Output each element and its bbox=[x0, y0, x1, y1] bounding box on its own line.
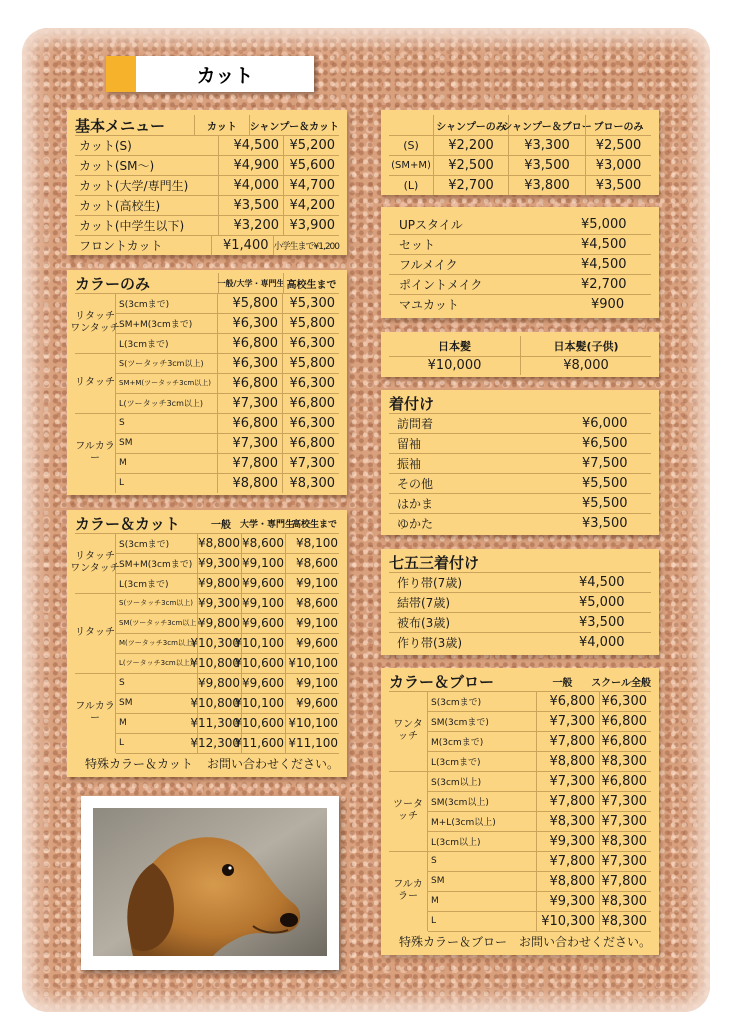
price: ¥6,800 bbox=[599, 731, 651, 751]
price: ¥11,100 bbox=[285, 733, 339, 753]
price: ¥3,900 bbox=[283, 215, 339, 235]
price: ¥10,600 bbox=[241, 653, 285, 673]
color-only-header bbox=[75, 273, 339, 294]
group-label: リタッチ bbox=[75, 353, 116, 413]
price: ¥7,800 bbox=[536, 731, 599, 751]
price: ¥8,300 bbox=[536, 811, 599, 831]
price: ¥5,300 bbox=[282, 293, 339, 313]
price: ¥9,600 bbox=[241, 573, 285, 593]
dog-photo bbox=[93, 808, 327, 956]
sub-label: SM(3cmまで) bbox=[431, 717, 489, 728]
color-blow-panel bbox=[381, 668, 659, 955]
group-label: フルカラー bbox=[75, 673, 116, 753]
price: ¥3,500 bbox=[218, 195, 283, 215]
price: ¥9,100 bbox=[241, 553, 285, 573]
price: ¥3,500 bbox=[585, 175, 651, 195]
group-label: リタッチ ワンタッチ bbox=[75, 533, 116, 593]
menu-label: ゆかた bbox=[397, 516, 434, 531]
price: ¥7,800 bbox=[536, 851, 599, 871]
table-row bbox=[428, 871, 651, 892]
sub-label: L bbox=[431, 916, 437, 926]
price: ¥6,300 bbox=[217, 353, 282, 373]
table-row bbox=[389, 175, 651, 195]
price: ¥4,500 bbox=[581, 256, 627, 272]
menu-label: 留袖 bbox=[397, 436, 422, 451]
title-accent-bar bbox=[106, 56, 136, 92]
table-row bbox=[116, 453, 339, 474]
price: ¥5,800 bbox=[282, 353, 339, 373]
sub-label: SM(3cm以上) bbox=[431, 797, 489, 808]
sub-label: S(3cm以上) bbox=[431, 777, 482, 788]
price: ¥6,300 bbox=[217, 313, 282, 333]
menu-label: マユカット bbox=[399, 297, 459, 312]
table-row bbox=[116, 353, 339, 374]
photo-frame bbox=[81, 796, 339, 970]
price: ¥8,000 bbox=[520, 355, 651, 375]
basic-menu-panel bbox=[67, 110, 347, 255]
color-cut-header bbox=[75, 513, 339, 534]
table-row bbox=[389, 274, 651, 295]
sub-label: S(3cmまで) bbox=[119, 299, 170, 310]
price: ¥3,200 bbox=[218, 215, 283, 235]
price: ¥7,800 bbox=[536, 791, 599, 811]
price: ¥10,100 bbox=[285, 713, 339, 733]
table-row bbox=[389, 493, 651, 514]
price: ¥5,000 bbox=[581, 216, 627, 232]
price: ¥8,100 bbox=[285, 533, 339, 553]
price: ¥5,500 bbox=[582, 475, 628, 491]
menu-label: カット(大学/専門生) bbox=[79, 178, 189, 193]
price: ¥4,500 bbox=[218, 135, 283, 155]
col-header-nihongami-child: 日本髪(子供) bbox=[520, 336, 651, 356]
table-row bbox=[428, 911, 651, 932]
table-row bbox=[116, 693, 339, 714]
price: ¥2,200 bbox=[433, 135, 508, 155]
color-blow-title: カラー＆ブロー bbox=[389, 672, 495, 691]
price: ¥9,100 bbox=[285, 573, 339, 593]
price: ¥9,100 bbox=[285, 613, 339, 633]
price: ¥6,800 bbox=[536, 691, 599, 711]
price: ¥7,800 bbox=[217, 453, 282, 473]
price: ¥3,800 bbox=[508, 175, 585, 195]
price: ¥6,800 bbox=[282, 433, 339, 453]
col-header-highschool: 高校生まで bbox=[283, 273, 339, 293]
price: ¥10,300 bbox=[197, 633, 241, 653]
price: ¥9,300 bbox=[536, 891, 599, 911]
sub-label: S bbox=[431, 856, 437, 866]
price: ¥9,600 bbox=[285, 693, 339, 713]
table-row bbox=[389, 473, 651, 494]
table-row bbox=[389, 592, 651, 613]
price: ¥4,900 bbox=[218, 155, 283, 175]
sub-label: L(ツータッチ3cm以上) bbox=[119, 659, 193, 667]
table-row bbox=[389, 433, 651, 454]
sub-label: SM+M(3cmまで) bbox=[119, 559, 193, 570]
table-row bbox=[116, 593, 339, 614]
table-row bbox=[116, 533, 339, 554]
sub-label: M bbox=[431, 896, 439, 906]
price: ¥3,000 bbox=[585, 155, 651, 175]
price: ¥3,500 bbox=[579, 614, 625, 630]
price: ¥2,700 bbox=[433, 175, 508, 195]
menu-label: カット(S) bbox=[79, 138, 132, 153]
table-row bbox=[116, 333, 339, 353]
basic-menu-header bbox=[75, 115, 339, 136]
price: ¥7,500 bbox=[582, 455, 628, 471]
price: ¥4,700 bbox=[283, 175, 339, 195]
table-row bbox=[116, 553, 339, 574]
price: ¥5,200 bbox=[283, 135, 339, 155]
col-header-blow-only: ブローのみ bbox=[585, 115, 651, 135]
price: ¥8,800 bbox=[217, 473, 282, 493]
group-label: リタッチ bbox=[75, 593, 116, 673]
table-row bbox=[116, 733, 339, 754]
price: ¥4,500 bbox=[581, 236, 627, 252]
shichigosan-title: 七五三着付け bbox=[389, 553, 480, 572]
page-title: カット bbox=[196, 64, 254, 87]
table-row bbox=[389, 254, 651, 275]
sub-label: L bbox=[119, 738, 125, 748]
price: ¥6,800 bbox=[599, 771, 651, 791]
col-header-highschool: 高校生まで bbox=[291, 519, 337, 530]
col-header-general: 一般 bbox=[552, 677, 573, 689]
menu-label: セット bbox=[399, 237, 436, 252]
sub-label: L bbox=[119, 478, 125, 488]
basic-menu-title: 基本メニュー bbox=[75, 116, 166, 135]
price: ¥9,800 bbox=[197, 573, 241, 593]
price: ¥10,600 bbox=[241, 713, 285, 733]
size-label: (S) bbox=[403, 138, 419, 152]
table-row bbox=[116, 673, 339, 694]
price: ¥6,800 bbox=[599, 711, 651, 731]
table-row bbox=[389, 513, 651, 533]
price: ¥11,300 bbox=[197, 713, 241, 733]
price: ¥8,800 bbox=[536, 871, 599, 891]
price: ¥9,800 bbox=[197, 673, 241, 693]
group-label: フルカラー bbox=[389, 851, 428, 931]
price: ¥9,300 bbox=[197, 553, 241, 573]
table-row bbox=[116, 293, 339, 314]
price: ¥10,100 bbox=[285, 653, 339, 673]
price: ¥6,800 bbox=[217, 413, 282, 433]
special-row bbox=[389, 931, 651, 951]
sub-label: SM+M(3cmまで) bbox=[119, 319, 193, 330]
sub-label: SM bbox=[119, 438, 133, 448]
table-row bbox=[116, 713, 339, 734]
price: ¥9,600 bbox=[241, 673, 285, 693]
table-row bbox=[389, 135, 651, 156]
menu-label: カット(高校生) bbox=[79, 198, 161, 213]
menu-label: UPスタイル bbox=[399, 217, 463, 232]
color-only-title: カラーのみ bbox=[75, 274, 151, 293]
menu-label: 作り帯(7歳) bbox=[397, 575, 462, 590]
col-header-general: 一般/大学・専門生 bbox=[218, 273, 283, 293]
price: ¥7,300 bbox=[217, 393, 282, 413]
table-row bbox=[116, 373, 339, 394]
table-row bbox=[116, 433, 339, 454]
table-row bbox=[428, 711, 651, 732]
table-row bbox=[428, 771, 651, 792]
price: ¥9,300 bbox=[536, 831, 599, 851]
price-note: 小学生まで¥1,200 bbox=[273, 235, 340, 255]
col-header-shampoo-only: シャンプーのみ bbox=[433, 115, 508, 135]
col-header-general: 一般 bbox=[211, 519, 231, 531]
sub-label: SM bbox=[119, 698, 133, 708]
price: ¥10,100 bbox=[241, 693, 285, 713]
sub-label: M(3cmまで) bbox=[431, 737, 484, 748]
table-row bbox=[428, 751, 651, 771]
price: ¥4,000 bbox=[579, 634, 625, 650]
price: ¥4,000 bbox=[218, 175, 283, 195]
price: ¥4,500 bbox=[579, 574, 625, 590]
price: ¥5,800 bbox=[217, 293, 282, 313]
price: ¥5,500 bbox=[582, 495, 628, 511]
special-row bbox=[75, 753, 339, 773]
title-banner bbox=[106, 56, 314, 92]
price: ¥7,300 bbox=[599, 851, 651, 871]
table-row bbox=[389, 632, 651, 652]
table-row bbox=[389, 234, 651, 255]
color-only-panel bbox=[67, 270, 347, 495]
table-row bbox=[116, 633, 339, 654]
menu-label: その他 bbox=[397, 476, 434, 491]
menu-label: フルメイク bbox=[399, 257, 458, 272]
menu-label: 結帯(7歳) bbox=[397, 595, 450, 610]
table-row bbox=[389, 612, 651, 633]
price: ¥6,800 bbox=[282, 393, 339, 413]
table-row bbox=[428, 831, 651, 851]
price: ¥6,300 bbox=[282, 333, 339, 353]
sub-label: S(3cmまで) bbox=[431, 697, 482, 708]
price: ¥6,300 bbox=[282, 413, 339, 433]
price: ¥7,300 bbox=[599, 791, 651, 811]
price: ¥900 bbox=[591, 296, 625, 312]
price: ¥3,500 bbox=[508, 155, 585, 175]
price: ¥7,300 bbox=[217, 433, 282, 453]
price: ¥7,300 bbox=[599, 811, 651, 831]
menu-label: はかま bbox=[397, 496, 434, 511]
sub-label: S(ツータッチ3cm以上) bbox=[119, 599, 194, 607]
table-row bbox=[116, 613, 339, 634]
price: ¥11,600 bbox=[241, 733, 285, 753]
table-row bbox=[428, 691, 651, 712]
price: ¥8,600 bbox=[241, 533, 285, 553]
price: ¥10,000 bbox=[427, 357, 482, 373]
price: ¥9,800 bbox=[197, 613, 241, 633]
sub-label: M(ツータッチ3cm以上) bbox=[119, 639, 195, 647]
table-row bbox=[389, 572, 651, 593]
col-header-shampoo-blow: シャンプー＆ブロー bbox=[508, 115, 585, 135]
table-row bbox=[116, 313, 339, 334]
table-row bbox=[116, 413, 339, 434]
kitsuke-panel bbox=[381, 390, 659, 535]
price: ¥8,600 bbox=[285, 553, 339, 573]
table-row bbox=[116, 473, 339, 493]
table-row bbox=[428, 731, 651, 752]
price: ¥9,600 bbox=[285, 633, 339, 653]
table-row bbox=[389, 214, 651, 235]
sub-label: L(ツータッチ3cm以上) bbox=[119, 398, 203, 408]
price: ¥5,600 bbox=[283, 155, 339, 175]
price: ¥8,300 bbox=[599, 751, 651, 771]
price: ¥6,500 bbox=[582, 435, 628, 451]
col-header-nihongami: 日本髪 bbox=[438, 340, 471, 353]
special-value: お問い合わせください。 bbox=[206, 756, 339, 771]
price: ¥7,800 bbox=[599, 871, 651, 891]
size-label: (L) bbox=[403, 178, 419, 192]
shichigosan-header bbox=[389, 552, 651, 573]
price: ¥9,100 bbox=[285, 673, 339, 693]
sub-label: S bbox=[119, 418, 125, 428]
table-row bbox=[75, 215, 339, 236]
col-header-university: 大学・専門生 bbox=[240, 519, 295, 530]
sub-label: S bbox=[119, 678, 125, 688]
styling-panel bbox=[381, 207, 659, 318]
menu-label: カット(中学生以下) bbox=[79, 218, 185, 233]
sub-label: L(3cmまで) bbox=[119, 579, 169, 590]
col-header-shampoo-cut: シャンプー＆カット bbox=[249, 115, 339, 135]
table-row bbox=[389, 453, 651, 474]
price: ¥8,800 bbox=[536, 751, 599, 771]
sub-label: L(3cm以上) bbox=[431, 837, 481, 848]
price: ¥4,200 bbox=[283, 195, 339, 215]
price: ¥10,300 bbox=[536, 911, 599, 931]
color-blow-header bbox=[389, 671, 651, 692]
kitsuke-header bbox=[389, 393, 651, 414]
menu-label: 作り帯(3歳) bbox=[397, 635, 462, 650]
sub-label: M bbox=[119, 718, 127, 728]
price: ¥10,100 bbox=[241, 633, 285, 653]
price: ¥3,300 bbox=[508, 135, 585, 155]
table-row bbox=[428, 891, 651, 912]
price: ¥10,800 bbox=[197, 653, 241, 673]
menu-label: 振袖 bbox=[397, 456, 422, 471]
color-cut-title: カラー＆カット bbox=[75, 514, 180, 533]
sub-label: M bbox=[119, 458, 127, 468]
table-row bbox=[75, 135, 339, 156]
color-cut-panel bbox=[67, 510, 347, 777]
size-label: (SM+M) bbox=[391, 159, 431, 171]
price: ¥8,300 bbox=[599, 891, 651, 911]
table-row bbox=[116, 573, 339, 593]
menu-label: カット(SM〜) bbox=[79, 158, 155, 173]
price: ¥1,400 bbox=[211, 235, 273, 255]
price: ¥8,300 bbox=[282, 473, 339, 493]
menu-label: フロントカット bbox=[79, 238, 163, 253]
price: ¥12,300 bbox=[197, 733, 241, 753]
col-header-school: スクール全般 bbox=[591, 677, 651, 689]
table-row bbox=[75, 175, 339, 196]
price: ¥6,300 bbox=[282, 373, 339, 393]
price: ¥8,600 bbox=[285, 593, 339, 613]
menu-label: ポイントメイク bbox=[399, 277, 483, 292]
shichigosan-panel bbox=[381, 549, 659, 655]
price: ¥6,800 bbox=[217, 373, 282, 393]
price: ¥7,300 bbox=[282, 453, 339, 473]
table-row bbox=[389, 355, 651, 375]
price: ¥6,300 bbox=[599, 691, 651, 711]
table-row bbox=[428, 791, 651, 812]
group-label: ツータッチ bbox=[389, 771, 428, 851]
price: ¥5,800 bbox=[282, 313, 339, 333]
nihongami-panel bbox=[381, 332, 659, 377]
price: ¥8,800 bbox=[197, 533, 241, 553]
group-label: フルカラー bbox=[75, 413, 116, 493]
price: ¥10,800 bbox=[197, 693, 241, 713]
sub-label: SM+M(ツータッチ3cm以上) bbox=[119, 379, 211, 387]
price: ¥6,800 bbox=[217, 333, 282, 353]
price: ¥2,700 bbox=[581, 276, 627, 292]
sub-label: S(3cmまで) bbox=[119, 539, 170, 550]
sub-label: SM bbox=[431, 876, 445, 886]
price: ¥5,000 bbox=[579, 594, 625, 610]
special-label: 特殊カラー＆ブロー bbox=[399, 934, 508, 949]
table-row bbox=[389, 294, 651, 314]
table-row bbox=[428, 811, 651, 832]
menu-label: 被布(3歳) bbox=[397, 615, 450, 630]
nihongami-header bbox=[389, 336, 651, 357]
shampoo-panel bbox=[381, 110, 659, 195]
price: ¥9,300 bbox=[197, 593, 241, 613]
price: ¥7,300 bbox=[536, 771, 599, 791]
sub-label: S(ツータッチ3cm以上) bbox=[119, 358, 204, 368]
table-row bbox=[75, 235, 339, 255]
table-row bbox=[428, 851, 651, 872]
kitsuke-title: 着付け bbox=[389, 394, 435, 413]
sub-label: M+L(3cm以上) bbox=[431, 817, 496, 828]
group-label: リタッチ ワンタッチ bbox=[75, 293, 116, 353]
price: ¥7,300 bbox=[536, 711, 599, 731]
shampoo-header bbox=[389, 115, 651, 136]
price: ¥2,500 bbox=[433, 155, 508, 175]
table-row bbox=[116, 653, 339, 673]
price: ¥9,600 bbox=[241, 613, 285, 633]
table-row bbox=[75, 195, 339, 216]
price: ¥9,100 bbox=[241, 593, 285, 613]
col-header-cut: カット bbox=[194, 115, 248, 135]
price: ¥8,300 bbox=[599, 831, 651, 851]
table-row bbox=[75, 155, 339, 176]
sub-label: L(3cmまで) bbox=[119, 339, 169, 350]
group-label: ワンタッチ bbox=[389, 691, 428, 771]
price: ¥8,300 bbox=[599, 911, 651, 931]
special-label: 特殊カラー＆カット bbox=[85, 756, 193, 771]
price: ¥3,500 bbox=[582, 515, 628, 531]
price: ¥2,500 bbox=[585, 135, 651, 155]
sub-label: L(3cmまで) bbox=[431, 757, 481, 768]
table-row bbox=[389, 413, 651, 434]
table-row bbox=[116, 393, 339, 413]
price: ¥6,000 bbox=[582, 415, 628, 431]
sub-label: SM(ツータッチ3cm以上) bbox=[119, 619, 200, 627]
menu-label: 訪問着 bbox=[397, 416, 434, 431]
table-row bbox=[389, 155, 651, 176]
special-value: お問い合わせください。 bbox=[518, 934, 651, 949]
